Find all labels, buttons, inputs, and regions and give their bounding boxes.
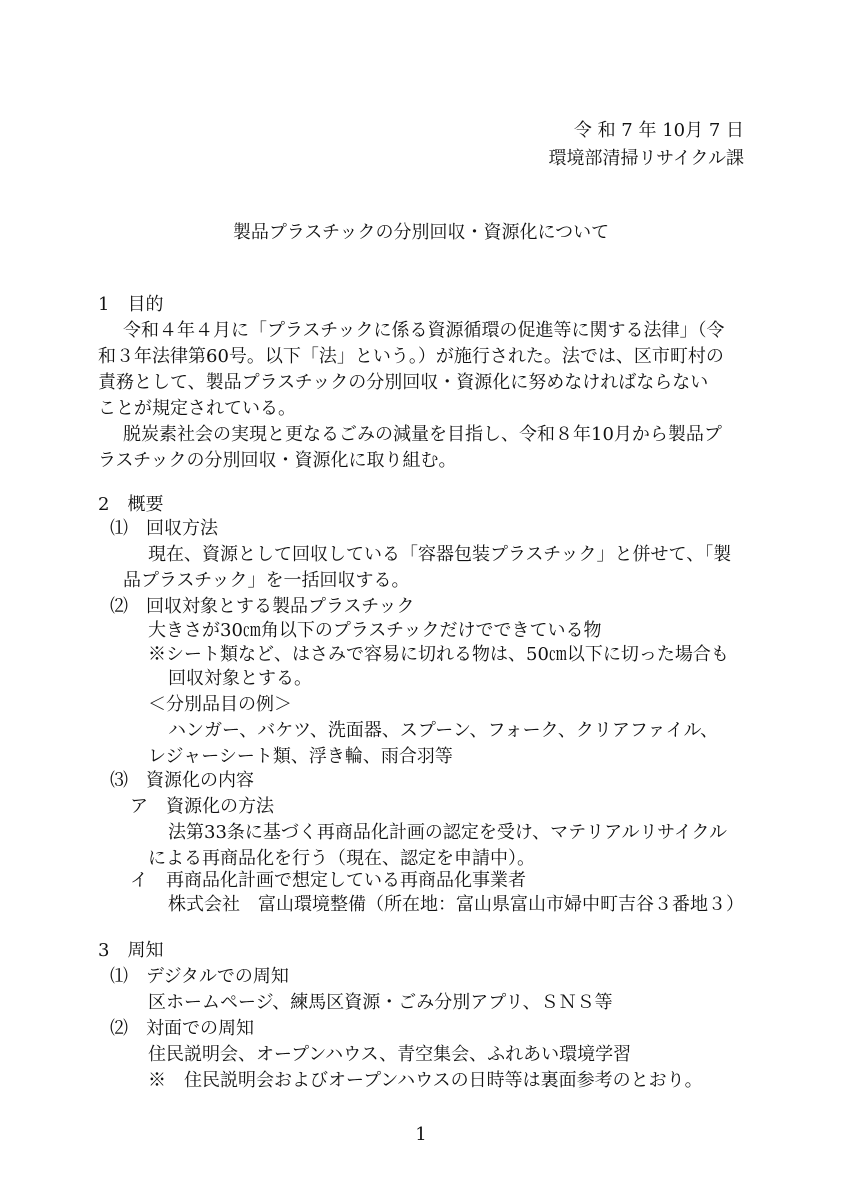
page-number: 1 (415, 1124, 427, 1145)
section-1-heading: 1 目的 (98, 294, 164, 315)
section-2-1-line: 現在、資源として回収している「容器包装プラスチック」と併せて、「製 (148, 544, 732, 565)
section-1-line: 和３年法律第60号。以下「法」という。）が施行された。法では、区市町村の (98, 346, 724, 367)
section-2-2-note: ※シート類など、はさみで容易に切れる物は、50㎝以下に切った場合も (148, 644, 729, 665)
issuing-department: 環境部清掃リサイクル課 (548, 148, 744, 169)
section-3-2-heading: ⑵ 対面での周知 (110, 1018, 254, 1039)
section-1-line: 令和４年４月に「プラスチックに係る資源循環の促進等に関する法律」（令 (123, 320, 725, 341)
section-3-2-line: 住民説明会、オープンハウス、青空集会、ふれあい環境学習 (148, 1044, 632, 1065)
section-2-3-i-heading: イ 再商品化計画で想定している再商品化事業者 (130, 870, 526, 891)
section-1-line: ラスチックの分別回収・資源化に取り組む。 (98, 450, 457, 471)
section-2-2-examples: ハンガー、バケツ、洗面器、スプーン、フォーク、クリアファイル、 (168, 720, 719, 741)
section-3-heading: 3 周知 (98, 940, 164, 961)
section-3-1-heading: ⑴ デジタルでの周知 (110, 966, 289, 987)
section-1-line: 脱炭素社会の実現と更なるごみの減量を目指し、令和８年10月から製品プ (123, 424, 722, 445)
section-2-3-heading: ⑶ 資源化の内容 (110, 770, 254, 791)
document-title: 製品プラスチックの分別回収・資源化について (232, 222, 610, 243)
section-2-2-note: 回収対象とする。 (168, 668, 312, 689)
section-1-line: 責務として、製品プラスチックの分別回収・資源化に努めなければならない (98, 372, 709, 393)
section-2-3-a-heading: ア 資源化の方法 (130, 796, 274, 817)
section-2-3-i-line: 株式会社 富山環境整備（所在地：富山県富山市婦中町吉谷３番地３） (168, 894, 744, 915)
section-2-3-a-line: 法第33条に基づく再商品化計画の認定を受け、マテリアルリサイクル (168, 822, 727, 843)
section-2-heading: 2 概要 (98, 494, 164, 515)
section-2-2-heading: ⑵ 回収対象とする製品プラスチック (110, 596, 415, 617)
section-1-line: ことが規定されている。 (98, 398, 296, 419)
section-3-2-note: ※ 住民説明会およびオープンハウスの日時等は裏面参考のとおり。 (148, 1070, 703, 1091)
section-2-1-heading: ⑴ 回収方法 (110, 518, 218, 539)
section-2-2-line: 大きさが30㎝角以下のプラスチックだけでできている物 (148, 620, 602, 641)
document-date: 令 和 7 年 10月 7 日 (573, 120, 744, 141)
section-2-3-a-line: による再商品化を行う（現在、認定を申請中）。 (148, 848, 535, 869)
section-3-1-line: 区ホームページ、練馬区資源・ごみ分別アプリ、ＳＮＳ等 (148, 992, 613, 1013)
section-2-1-line: 品プラスチック」を一括回収する。 (123, 570, 410, 591)
section-2-2-examples: レジャーシート類、浮き輪、雨合羽等 (148, 746, 453, 767)
section-2-2-examples-label: ＜分別品目の例＞ (148, 694, 292, 715)
